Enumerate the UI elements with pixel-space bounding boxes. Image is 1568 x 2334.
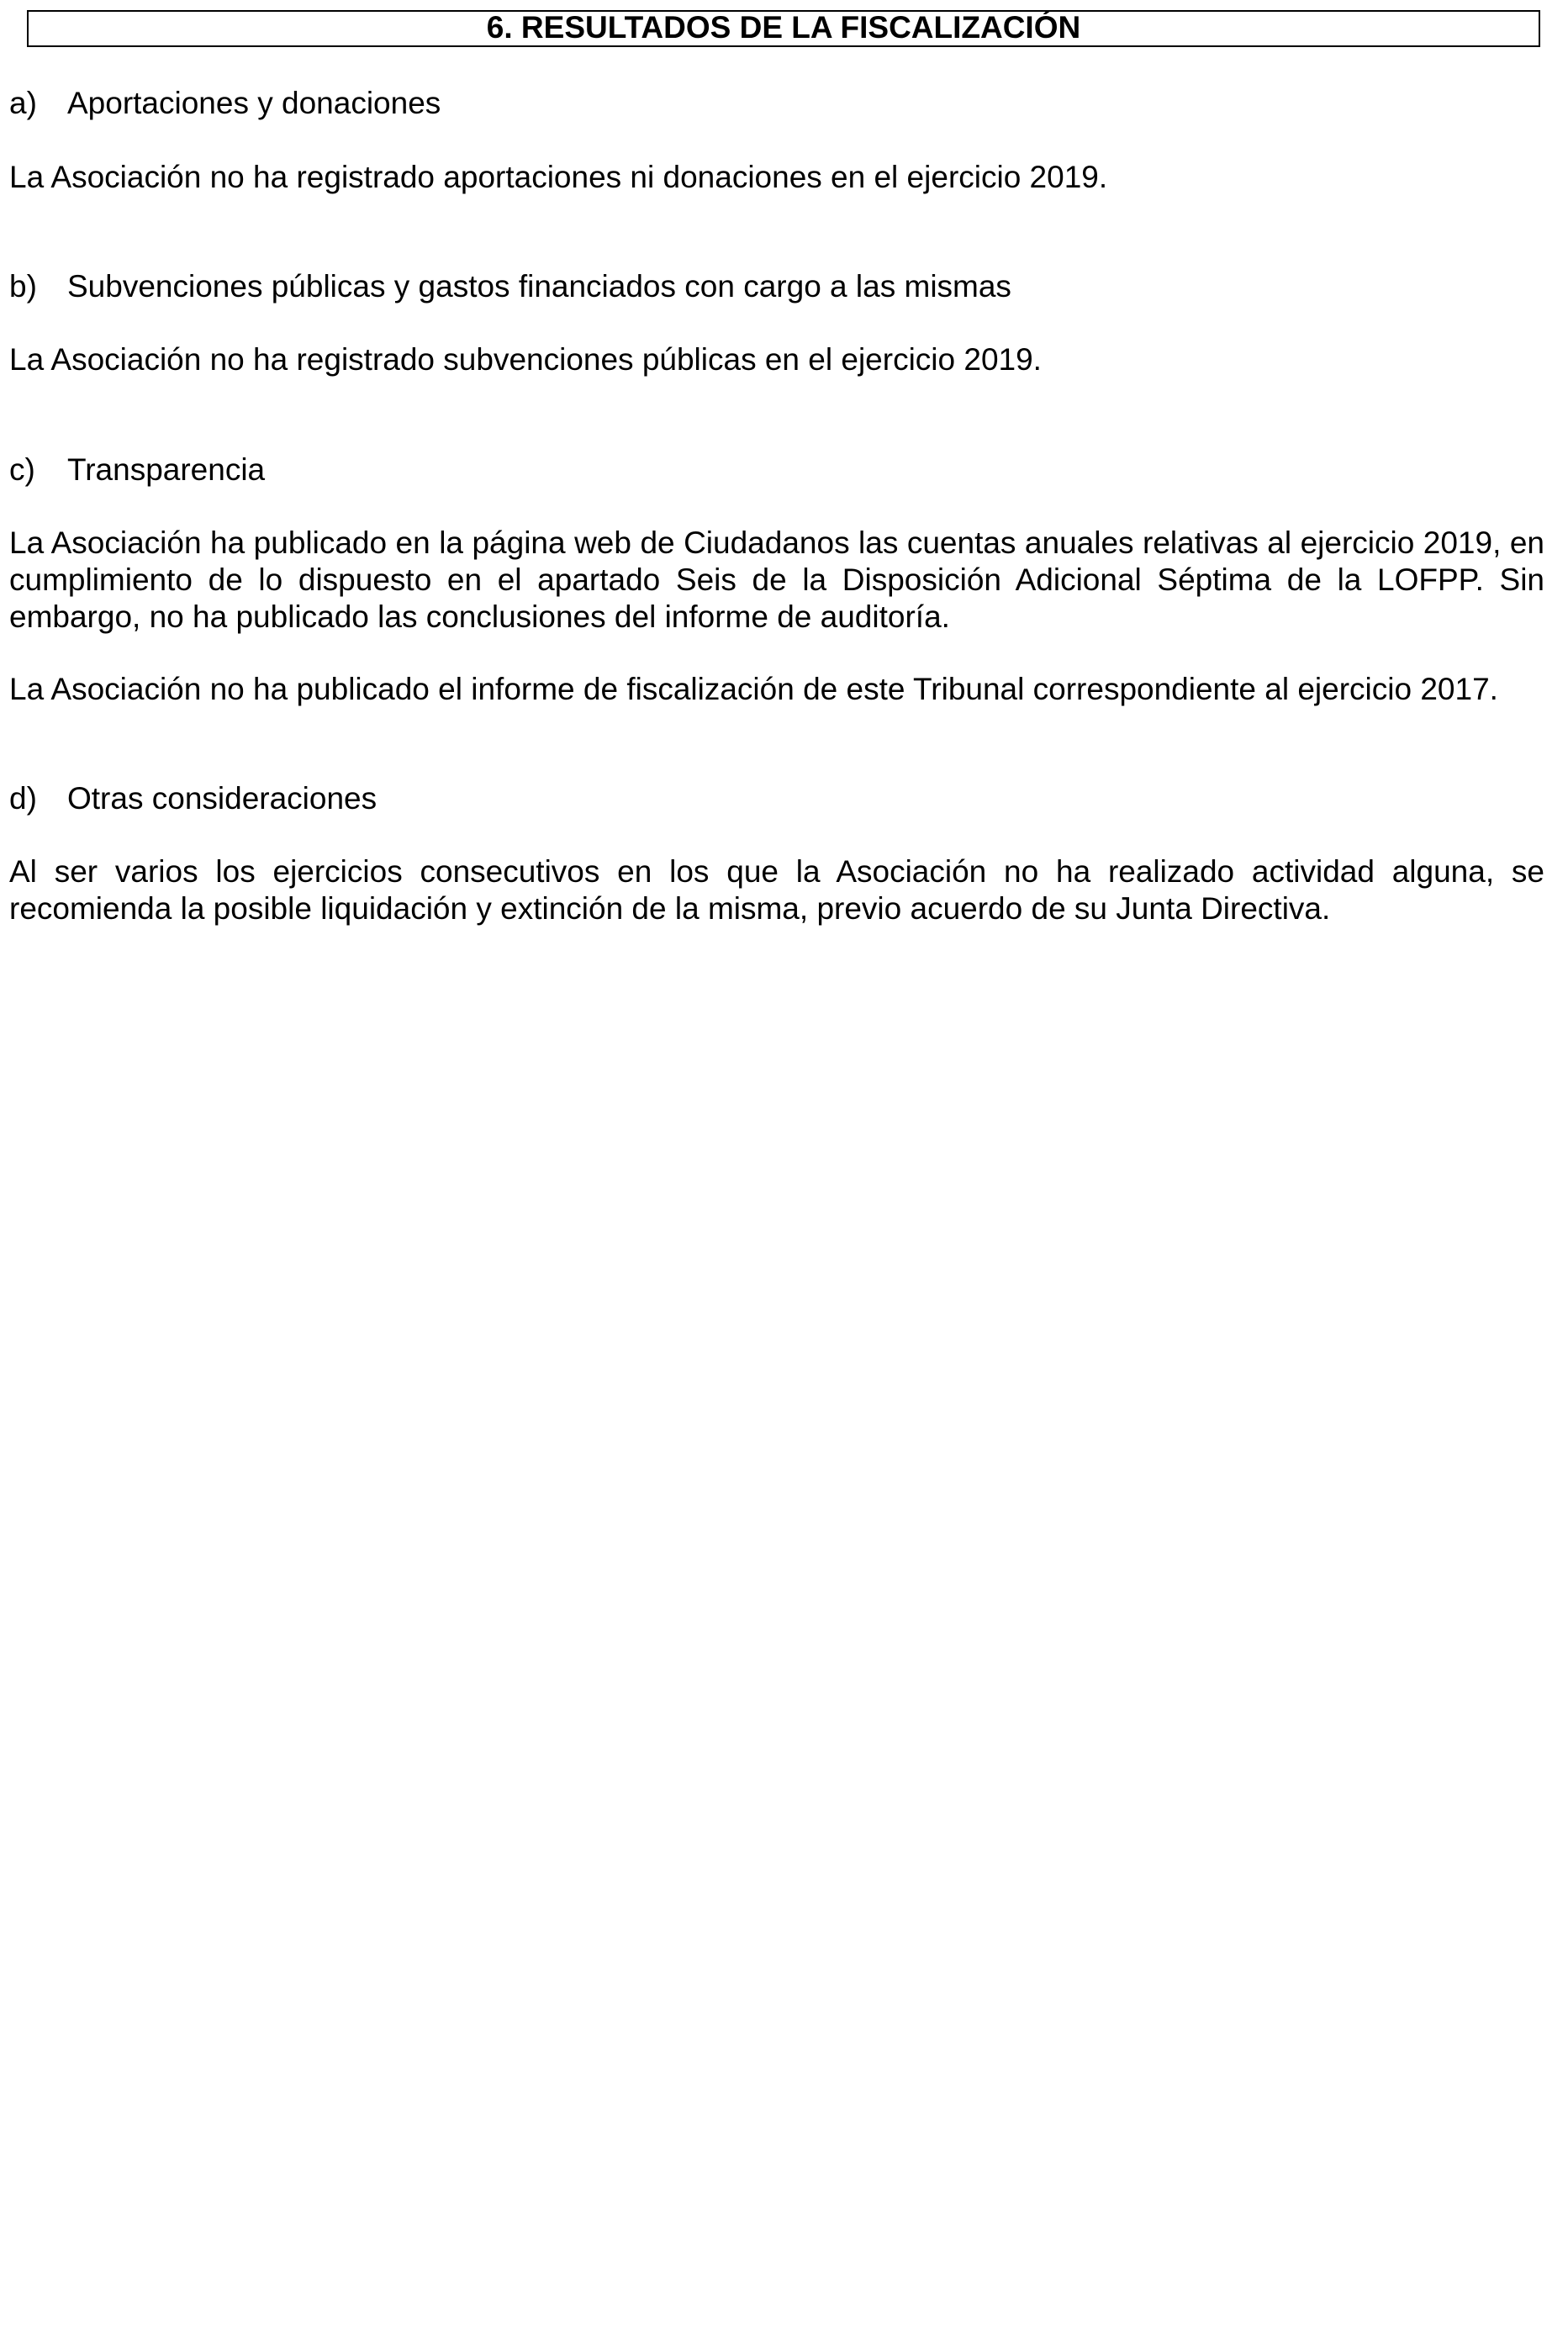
subsection-letter-a: a) — [9, 86, 37, 120]
subsection-letter-d: d) — [9, 781, 37, 816]
paragraph-c-1: La Asociación ha publicado en la página web de Ciudadanos las cuentas anuales relativas al ejercicio 2019, en cumplimiento de lo dispuesto en el apartado Seis de la Disposición Adicional Séptima de la LOFPP. Sin embargo, no ha publicado las conclusiones del informe de auditoría. — [9, 525, 1544, 634]
subsection-letter-c: c) — [9, 452, 35, 487]
subsection-heading-a — [9, 85, 441, 122]
paragraph-d-1: Al ser varios los ejercicios consecutivos en los que la Asociación no ha realizado actividad alguna, se recomienda la posible liquidación y extinción de la misma, previo acuerdo de su Junta Directiva. — [9, 854, 1544, 926]
subsection-heading-d — [9, 780, 377, 817]
subsection-letter-b: b) — [9, 269, 37, 304]
subsection-heading-b — [9, 268, 1011, 305]
subsection-title-b: Subvenciones públicas y gastos financiados con cargo a las mismas — [67, 269, 1011, 304]
subsection-title-a: Aportaciones y donaciones — [67, 86, 441, 120]
subsection-title-c: Transparencia — [67, 452, 266, 487]
paragraph-b-1: La Asociación no ha registrado subvenciones públicas en el ejercicio 2019. — [9, 342, 1042, 377]
paragraph-a-1: La Asociación no ha registrado aportaciones ni donaciones en el ejercicio 2019. — [9, 160, 1108, 194]
paragraph-c-2: La Asociación no ha publicado el informe de fiscalización de este Tribunal correspondiente al ejercicio 2017. — [9, 672, 1498, 706]
section-title: 6. RESULTADOS DE LA FISCALIZACIÓN — [486, 9, 1081, 45]
subsection-title-d: Otras consideraciones — [67, 781, 377, 816]
section-title-box — [27, 10, 1540, 47]
subsection-heading-c — [9, 451, 265, 488]
